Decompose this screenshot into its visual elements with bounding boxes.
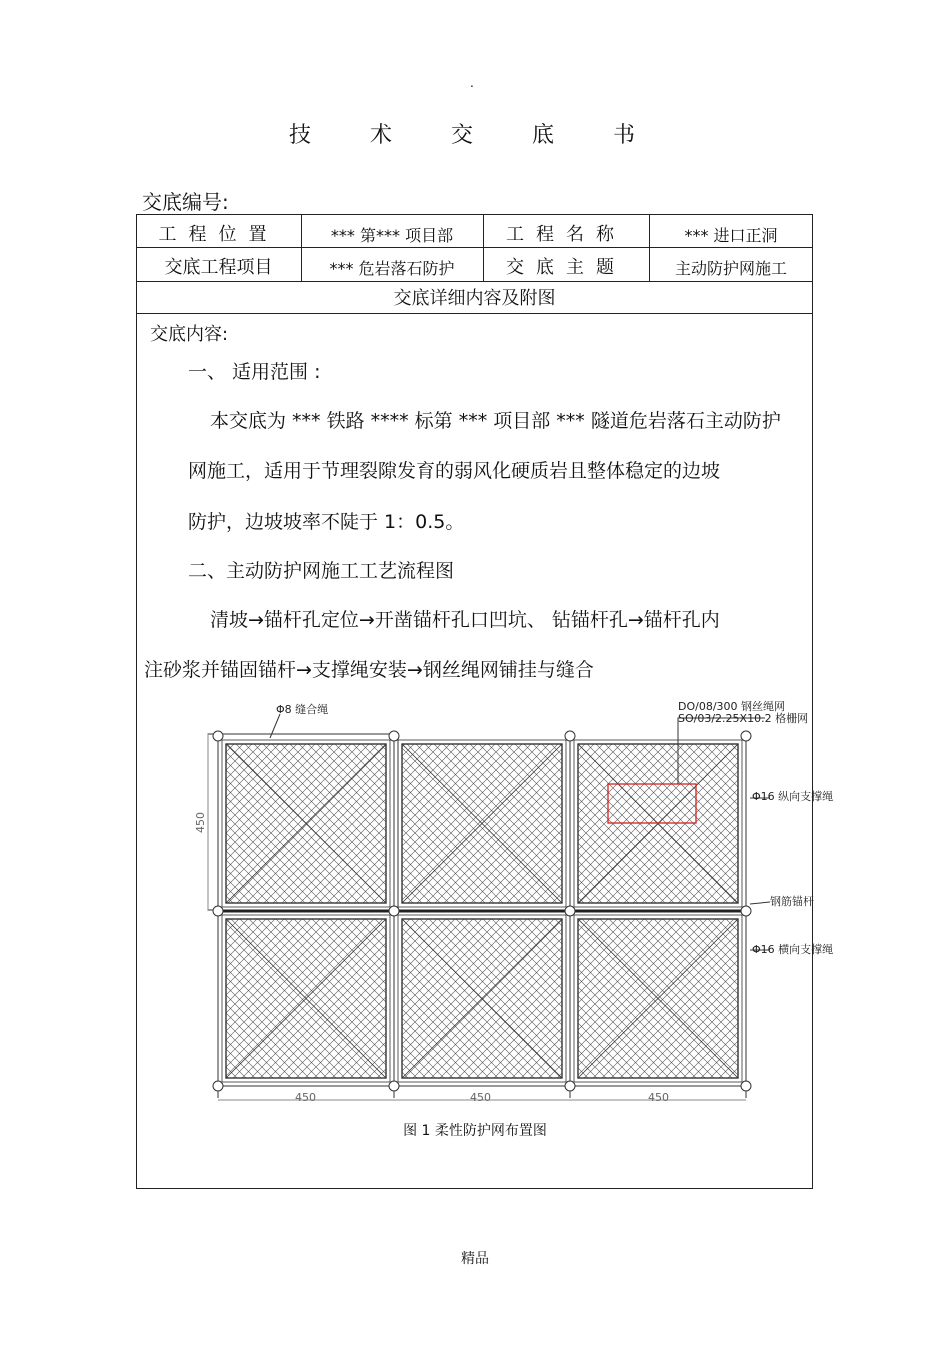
anchor-node [741, 731, 751, 741]
section-2-title: 二、主动防护网施工工艺流程图 [188, 560, 455, 582]
anchor-node [389, 1081, 399, 1091]
protection-net-layout-figure [190, 698, 850, 1112]
value-disclosure-item: *** 危岩落石防护 [329, 259, 455, 278]
doc-number-label: 交底编号: [142, 190, 229, 214]
net-layout-drawing [190, 698, 850, 1108]
figure-caption: 图 1 柔性防护网布置图 [403, 1123, 547, 1139]
footer-text: 精品 [461, 1251, 489, 1267]
anchor-node [741, 1081, 751, 1091]
dimension-bottom: 450 [470, 1091, 491, 1104]
anchor-node [213, 1081, 223, 1091]
section-1-paragraph: 网施工，适用于节理裂隙发育的弱风化硬质岩且整体稳定的边坡 [188, 460, 721, 482]
section-title: 交底详细内容及附图 [393, 288, 556, 309]
leader-line [750, 902, 770, 904]
label-grid-net: SO/03/2.25X10.2 格栅网 [678, 712, 809, 725]
anchor-node [565, 731, 575, 741]
label-wire-rope-net: DO/08/300 钢丝绳网 [678, 700, 786, 713]
section-1-title: 一、 适用范围 : [188, 361, 321, 383]
label-disclosure-item: 交底工程项目 [164, 257, 273, 278]
value-disclosure-topic: 主动防护网施工 [674, 259, 787, 278]
section-1-paragraph: 本交底为 *** 铁路 **** 标第 *** 项目部 *** 隧道危岩落石主动防护 [210, 410, 781, 432]
anchor-node [389, 906, 399, 916]
section-2-paragraph: 清坡→锚杆孔定位→开凿锚杆孔口凹坑、 钻锚杆孔→锚杆孔内 [210, 609, 720, 631]
label-disclosure-topic: 交底主题 [506, 257, 626, 278]
anchor-node [213, 906, 223, 916]
label-steel-anchor: 钢筋锚杆 [770, 895, 814, 908]
header-mark: . [470, 76, 474, 90]
page-title: 技 术 交 底 书 [289, 123, 661, 148]
label-vertical-support-rope: Φ16 纵向支撑绳 [752, 790, 834, 803]
anchor-node [565, 906, 575, 916]
label-project-location: 工程位置 [158, 224, 279, 245]
label-stitching-rope: Φ8 缝合绳 [276, 703, 329, 716]
dimension-left: 450 [194, 812, 207, 833]
anchor-node [565, 1081, 575, 1091]
anchor-node [741, 906, 751, 916]
section-2-paragraph: 注砂浆并锚固锚杆→支撑绳安装→钢丝绳网铺挂与缝合 [144, 659, 594, 681]
anchor-node [389, 731, 399, 741]
value-project-location: *** 第*** 项目部 [330, 226, 454, 245]
dimension-bottom: 450 [295, 1091, 316, 1104]
section-1-paragraph: 防护，边坡坡率不陡于 1：0.5。 [188, 511, 465, 533]
anchor-node [213, 731, 223, 741]
label-horizontal-support-rope: Φ16 横向支撑绳 [752, 943, 834, 956]
label-project-name: 工程名称 [506, 224, 626, 245]
dimension-bottom: 450 [648, 1091, 669, 1104]
row-divider [136, 313, 813, 314]
value-project-name: *** 进口正洞 [684, 226, 778, 245]
content-heading: 交底内容: [150, 324, 229, 345]
row-divider [136, 247, 813, 248]
row-divider [136, 281, 813, 282]
